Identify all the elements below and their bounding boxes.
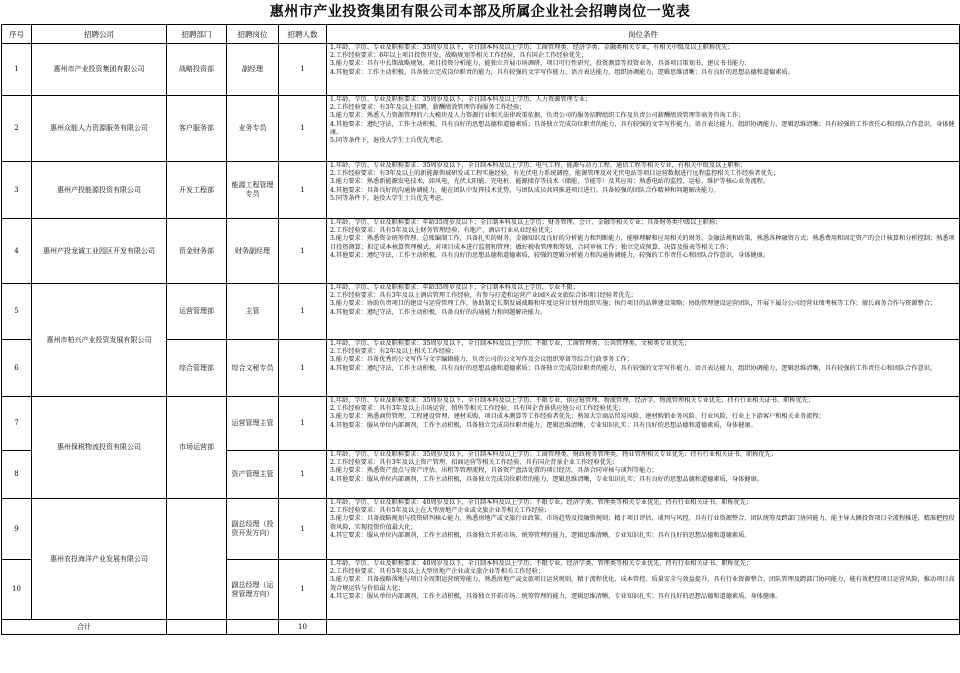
requirement-line: 2.工作经验要求：具有5年及以上在大型房地产企业或文旅企业等相关工作经验； <box>330 507 551 515</box>
requirement-line: 3.能力要求：熟悉资产盘点与资产评估、出租等管理流程，具备资产盘活处置的项目经历，具备合同审核与谈判等能力； <box>330 467 658 475</box>
cell-requirements <box>327 162 960 219</box>
cell-count: 1 <box>279 219 327 284</box>
requirement-line: 4.其他要求：工作主动积极，具备独立完成岗位职责的能力，具有较强的文字写作能力、语言表达能力、组织协调能力，逻辑思维清晰；具有良好的思想品德和道德素质。 <box>330 68 794 76</box>
cell-company: 惠州市柏兴产业投资发展有限公司 <box>32 284 167 397</box>
cell-requirements <box>327 397 960 451</box>
header-count: 招聘人数 <box>279 25 327 44</box>
cell-dept: 运营管理部 <box>167 284 227 340</box>
header-company: 招聘公司 <box>32 25 167 44</box>
requirement-line: 1.年龄、学历、专业及职称要求：年龄35周岁及以下；全日制本科及以上学历，专业不限； <box>330 284 579 291</box>
table-row <box>2 397 960 451</box>
cell-company: 惠州众能人力资源服务有限公司 <box>32 96 167 162</box>
requirement-line: 4.其他要求：服从单位内部调剂，工作主动积极，具备独立完成岗位职责的能力，逻辑思维清晰，专业知识扎实；具有良好的思想品德和道德素质，身体健康。 <box>330 475 763 483</box>
requirement-line: 1.年龄、学历、专业及职称要求：40周岁及以下，全日制本科及以上学历；不限专业，经济学类、管理类等相关专业优先，持有行业相关证书、职称优先； <box>330 499 753 506</box>
table-row <box>2 44 960 96</box>
cell-position: 主管 <box>227 284 279 340</box>
requirement-line: 2.工作经验要求：6年以上项目投资开发、战略规划等相关工作经验，具有国企工作经验优先； <box>330 52 588 60</box>
requirement-line: 2.工作经验要求：有3年及以上招聘、薪酬绩效管理咨询服务工作经验； <box>330 104 526 112</box>
requirement-line: 2.工作经验要求：具有5年及以上财务管理经验，有地产、酒店行业从业经验优先； <box>330 227 557 235</box>
requirement-line: 3.能力要求：协助负责项目的建设与运营管理工作，协助制定长期发展战略和年度运营计划并组织实施；执行项目的品牌建设策略；协助管理建设运营团队，开展下属分公司经营业绩考核等工作；擅长商务合作与资源整合； <box>330 300 937 308</box>
requirement-line: 2.工作经验要求：具有3年及以上资产管理、招商运营等相关工作经验，具有国企背景企业工作经验优先； <box>330 459 619 467</box>
cell-count: 1 <box>279 499 327 560</box>
table-row <box>2 284 960 340</box>
requirement-line: 4.其他要求：遵纪守法，工作主动积极，具有良好的思想品德和道德素质；具备独立完成岗位职责的能力，具有较强的文字写作能力、语言表达能力、组织协调能力，逻辑思维清晰，具有较强的工作责任心和团队合作意识。 <box>330 364 937 372</box>
requirement-line: 1.年龄、学历、专业及职称要求：40周岁及以下，全日制本科及以上学历；不限专业，经济学类、管理类等相关专业优先，持有行业相关证书、职称优先； <box>330 560 753 567</box>
cell-company: 惠州产投龙诚工业园区开发有限公司 <box>32 219 167 284</box>
cell-dept: 资金财务部 <box>167 219 227 284</box>
header-seq: 序号 <box>2 25 32 44</box>
cell-seq: 8 <box>2 451 32 499</box>
requirement-line: 4.其他要求：服从单位内部调剂，工作主动积极，具备独立完成岗位职责能力，逻辑思维清晰，专业知识扎实；具有良好的思想品德和道德素质，身体健康。 <box>330 421 757 429</box>
cell-seq: 6 <box>2 340 32 397</box>
recruitment-table <box>1 24 960 635</box>
requirement-line: 2.工作经验要求：有3年及以上的新能源领域研发或工程实施经验，有光伏电力系统调控、能源管理及对光伏电站等项目运营数据进行远程监控相关工作经验者优先； <box>330 170 780 178</box>
cell-position: 副总经理（投资开发方向） <box>227 499 279 560</box>
table-header-row <box>2 25 960 44</box>
cell-count: 1 <box>279 284 327 340</box>
requirement-line: 1.年龄、学历、专业及职称要求：年龄35周岁及以下；全日制本科及以上学历；财务管理、会计、金融等相关专业；具备财务类中级以上职称； <box>330 219 722 226</box>
requirement-line: 1.年龄、学历、专业及职称要求：35周岁及以下，全日制本科及以上学历；不限专业，供应链管理、物流管理、经济学、物流管理相关专业优先；持有行业相关证书、职称优先； <box>330 397 815 404</box>
total-empty-requirements <box>327 620 960 635</box>
requirement-line: 3.能力要求：熟悉新能源发电技术，如风电、光伏太阳能、充电桩、能源储存等技术（储能、节能等）及其应用；熟悉电站的监控、运检、维护等核心业务流程。 <box>330 178 770 186</box>
cell-position: 副总经理（运营管理方向） <box>227 560 279 620</box>
requirement-line: 2.工作经验要求：具有3年及以上市场运营、销售等相关工作经验，具有国企背景供应链公司工作经验优先； <box>330 405 625 413</box>
requirement-line: 5.同等条件下，退役大学生士兵优先考虑。 <box>330 194 448 202</box>
cell-count: 1 <box>279 162 327 219</box>
cell-count: 1 <box>279 451 327 499</box>
requirement-line: 1.年龄、学历、专业及职称要求：35周岁及以下，全日制本科及以上学历；工商管理类、财政税务管理类、物业管理相关专业优先；持有行业相关证书、职称优先； <box>330 451 777 458</box>
cell-seq: 5 <box>2 284 32 340</box>
total-row <box>2 620 960 635</box>
cell-seq: 3 <box>2 162 32 219</box>
cell-count: 1 <box>279 96 327 162</box>
cell-seq: 10 <box>2 560 32 620</box>
cell-position: 业务专员 <box>227 96 279 162</box>
cell-position: 综合文秘专员 <box>227 340 279 397</box>
cell-seq: 9 <box>2 499 32 560</box>
cell-requirements <box>327 499 960 560</box>
cell-company: 惠州市产业投资集团有限公司 <box>32 44 167 96</box>
requirement-line: 3.能力要求：熟悉人力资源管理的六大模块及人力资源行业相关法律政策依据，负责公司的服务招聘组织工作及负责公司薪酬绩效管理等商务咨询工作； <box>330 112 745 120</box>
table-row <box>2 499 960 560</box>
cell-requirements <box>327 96 960 162</box>
requirement-line: 4.其他要求：遵纪守法，工作主动积极，具备良好的沟通能力和问题解决能力。 <box>330 308 547 316</box>
cell-dept: 战略投资部 <box>167 44 227 96</box>
requirement-line: 4.其他要求：遵纪守法，工作主动积极，具有良好的思想品德和道德素质；具备独立完成岗位职责的能力，具有较强的文字写作能力、语言表达能力、组织协调能力，逻辑思维清晰；具有较强的工作责任心和团队合作意识，身体健康。 <box>330 120 955 136</box>
requirement-line: 3.能力要求：具备战略落地与项目全周期运营统筹能力，熟悉房地产或文旅项目运营规则，精于流程优化、成本管控、质量安全与效益提升，具有行业资源整合、团队管理及跨部门协同能力，能有效把控项目运营风险，推动项目高效合规运转与价值最大化； <box>330 576 955 592</box>
cell-count: 1 <box>279 397 327 451</box>
table-row <box>2 96 960 162</box>
requirement-line: 4.其它要求：服从单位内部调剂，工作主动积极，具备独立开拓市场、统筹管理的能力，逻辑思维清晰，专业知识扎实；具有良好的思想品德和道德素质，身体健康。 <box>330 592 782 600</box>
cell-seq: 4 <box>2 219 32 284</box>
table-row <box>2 162 960 219</box>
total-count: 10 <box>279 620 327 635</box>
cell-position: 副经理 <box>227 44 279 96</box>
cell-dept: 客户服务部 <box>167 96 227 162</box>
requirement-line: 2.工作经验要求：有2年及以上相关工作经验； <box>330 348 458 356</box>
cell-count: 1 <box>279 340 327 397</box>
total-empty-position <box>227 620 279 635</box>
total-label: 合计 <box>2 620 167 635</box>
cell-position: 资产管理主管 <box>227 451 279 499</box>
cell-count: 1 <box>279 44 327 96</box>
cell-seq: 2 <box>2 96 32 162</box>
header-position: 招聘岗位 <box>227 25 279 44</box>
cell-seq: 7 <box>2 397 32 451</box>
header-dept: 招聘部门 <box>167 25 227 44</box>
requirement-line: 3.能力要求：熟悉资金统筹管理、总账编制工作，具备扎实的财务、金融知识及良好的分析能力和判断能力，能够理解和应用相关的财务、金融法规和政策，熟悉各种融资方式；熟悉费用和固定资产的会计核算和分析控制；熟悉项目投资测算；拟定成本核算管理模式，对项目成本进行监督和管理；做好税收管理和筹划，合同审核工作；独立完成预算、决算及报表等相关工作； <box>330 235 955 251</box>
requirement-line: 1.年龄、学历、专业及职称要求：35周岁及以下，全日制本科及以上学历；人力资源管理专业； <box>330 96 592 103</box>
cell-seq: 1 <box>2 44 32 96</box>
requirement-line: 3.能力要求：具备战略规划与投资研判核心能力，熟悉房地产或文旅行业政策、市场趋势及投融资规则；精于项目评估、谈判与风控，具有行业资源整合、团队统筹及跨部门协同能力，能主导大额投资项目全流程推进，精准把控投资风险，实现投资价值最大化； <box>330 515 955 531</box>
cell-company: 惠州保税物流投资有限公司 <box>32 397 167 499</box>
requirement-line: 1.年龄、学历、专业及职称要求：35周岁及以下，全日制本科及以上学历；不限专业，工商管理类、公共管理类、文秘类专业优先； <box>330 340 691 347</box>
requirement-line: 4.其它要求：服从单位内部调剂，工作主动积极，具备独立开拓市场、统筹管理的能力，逻辑思维清晰，专业知识扎实；具有良好的思想品德和道德素质。 <box>330 531 751 539</box>
document-title: 惠州市产业投资集团有限公司本部及所属企业社会招聘岗位一览表 <box>269 4 691 20</box>
cell-dept: 综合管理部 <box>167 340 227 397</box>
requirement-line: 5.同等条件下，退役大学生士兵优先考虑。 <box>330 136 448 144</box>
header-requirements: 岗位条件 <box>327 25 960 44</box>
requirement-line: 1.年龄、学历、专业及职称要求：35周岁及以下，全日制本科及以上学历；电气工程、能源与动力工程、通信工程等相关专业，有相关中级及以上职称； <box>330 162 746 169</box>
requirement-line: 2.工作经验要求：具有3年及以上酒店管理工作经验，有参与打造和运营产业园区或文旅综合体项目经验者优先； <box>330 292 637 300</box>
cell-dept <box>167 499 227 620</box>
cell-dept: 市场运营部 <box>167 397 227 499</box>
cell-position: 运营管理主管 <box>227 397 279 451</box>
requirement-line: 3.能力要求：具有中长期战略规划、项目投资分析能力，能独立开展市场调研、项目可行性研究、投资测算等投资业务，具备项目策划书、建议书书能力； <box>330 60 751 68</box>
requirement-line: 4.其他要求：遵纪守法，工作主动积极，具有良好的思想品德和道德素质，较强的逻辑分析能力和沟通协调能力，较强的工作责任心和团队合作意识，身体健康。 <box>330 251 770 259</box>
requirement-line: 1.年龄、学历、专业及职称要求：35周岁及以下，全日制本科及以上学历；工商管理类、经济学类、金融类相关专业，有相关中级及以上职称优先； <box>330 44 734 51</box>
cell-requirements <box>327 451 960 499</box>
cell-position: 财务副经理 <box>227 219 279 284</box>
cell-requirements <box>327 340 960 397</box>
cell-requirements <box>327 284 960 340</box>
cell-company: 惠州农投海洋产业发展有限公司 <box>32 499 167 620</box>
requirement-line: 2.工作经验要求：具有5年及以上大型房地产企业或文旅企业等相关工作经验； <box>330 568 545 576</box>
requirement-line: 3.能力要求：具备优秀的公文写作与文字编辑能力，负责公司的公文写作及会议组织筹备等综合行政事务工作； <box>330 356 633 364</box>
cell-count: 1 <box>279 560 327 620</box>
total-empty-dept <box>167 620 227 635</box>
requirement-line: 4.其他要求：具备良好的沟通协调能力，能在团队中发挥技术优势，与团队成员共同推进项目进行。具备较强的团队合作精神和问题解决能力。 <box>330 186 720 194</box>
cell-company: 惠州产投能源投资有限公司 <box>32 162 167 219</box>
cell-requirements <box>327 560 960 620</box>
cell-dept: 开发工程部 <box>167 162 227 219</box>
table-row <box>2 219 960 284</box>
requirement-line: 3.能力要求：熟悉商贸管理、工程建设管理、建材采购、项目成本测算等工作经验者优先；熟知大宗商品贸易风险、建材购销业务风险、行业风险，行业上下游客户和相关业务流程； <box>330 413 825 421</box>
cell-requirements <box>327 219 960 284</box>
cell-requirements <box>327 44 960 96</box>
cell-position: 能源工程管理专员 <box>227 162 279 219</box>
